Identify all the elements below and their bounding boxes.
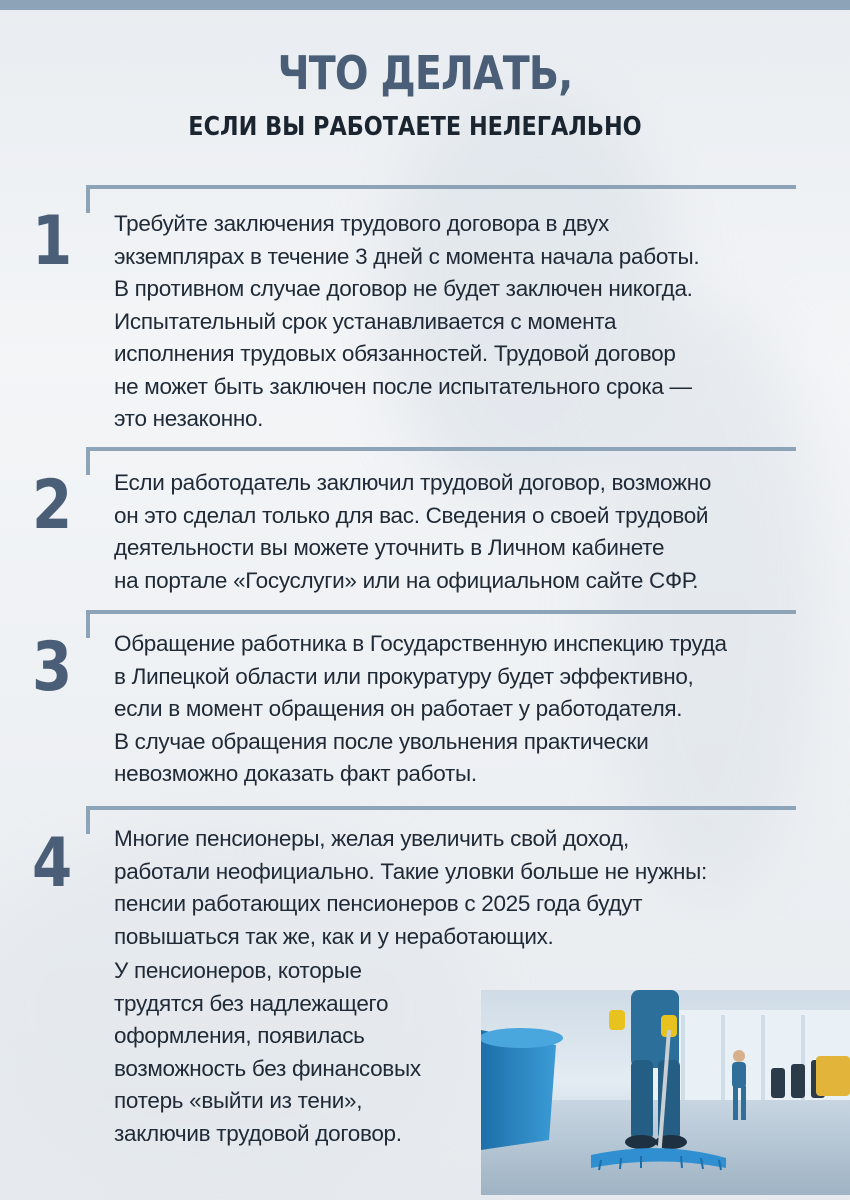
page-title: ЧТО ДЕЛАТЬ, [277,46,573,100]
item-paragraph: Требуйте заключения трудового договора в двух экземплярах в течение 3 дней с момента начала работы. В противном случае договор не будет заключен никогда. Испытательный срок устанавливается с момента исполнения трудовых обязанностей. Трудовой договор не может быть заключен после испытательного срока — это незаконно. [114,211,700,431]
section-divider-tick [86,610,90,638]
item-text [114,467,804,597]
section-divider-tick [86,447,90,475]
item-paragraph: У пенсионеров, которые трудятся без надлежащего оформления, появилась возможность без финансовых потерь «выйти из тени», заключив трудовой договор. [114,958,421,1146]
item-paragraph: Многие пенсионеры, желая увеличить свой доход, работали неофициально. Такие уловки больше не нужны: пенсии работающих пенсионеров с 2025 года будут повышаться так же, как и у неработающих. [114,826,707,949]
item-text-extra [114,955,474,1150]
cleaning-illustration [481,990,850,1195]
item-paragraph: Если работодатель заключил трудовой договор, возможно он это сделал только для вас. Сведения о своей трудовой деятельности вы можете уточнить в Личном кабинете на портале «Госуслуги» или на официальном сайте СФР. [114,470,712,593]
top-accent-bar [0,0,850,10]
section-divider-tick [86,185,90,213]
item-number: 3 [32,628,73,707]
section-divider [86,806,796,810]
item-text [114,628,804,791]
section-divider [86,447,796,451]
item-text [114,823,804,953]
page-subtitle: ЕСЛИ ВЫ РАБОТАЕТЕ НЕЛЕГАЛЬНО [188,112,642,142]
section-divider [86,610,796,614]
item-number: 1 [32,202,73,281]
section-divider-tick [86,806,90,834]
section-divider [86,185,796,189]
item-number: 2 [32,466,73,545]
cleaning-photo [481,990,850,1195]
item-number: 4 [32,824,73,903]
item-text [114,208,804,436]
item-paragraph: Обращение работника в Государственную инспекцию труда в Липецкой области или прокуратуру будет эффективно, если в момент обращения он работает у работодателя. В случае обращения после увольнения практически невозможно доказать факт работы. [114,631,727,786]
